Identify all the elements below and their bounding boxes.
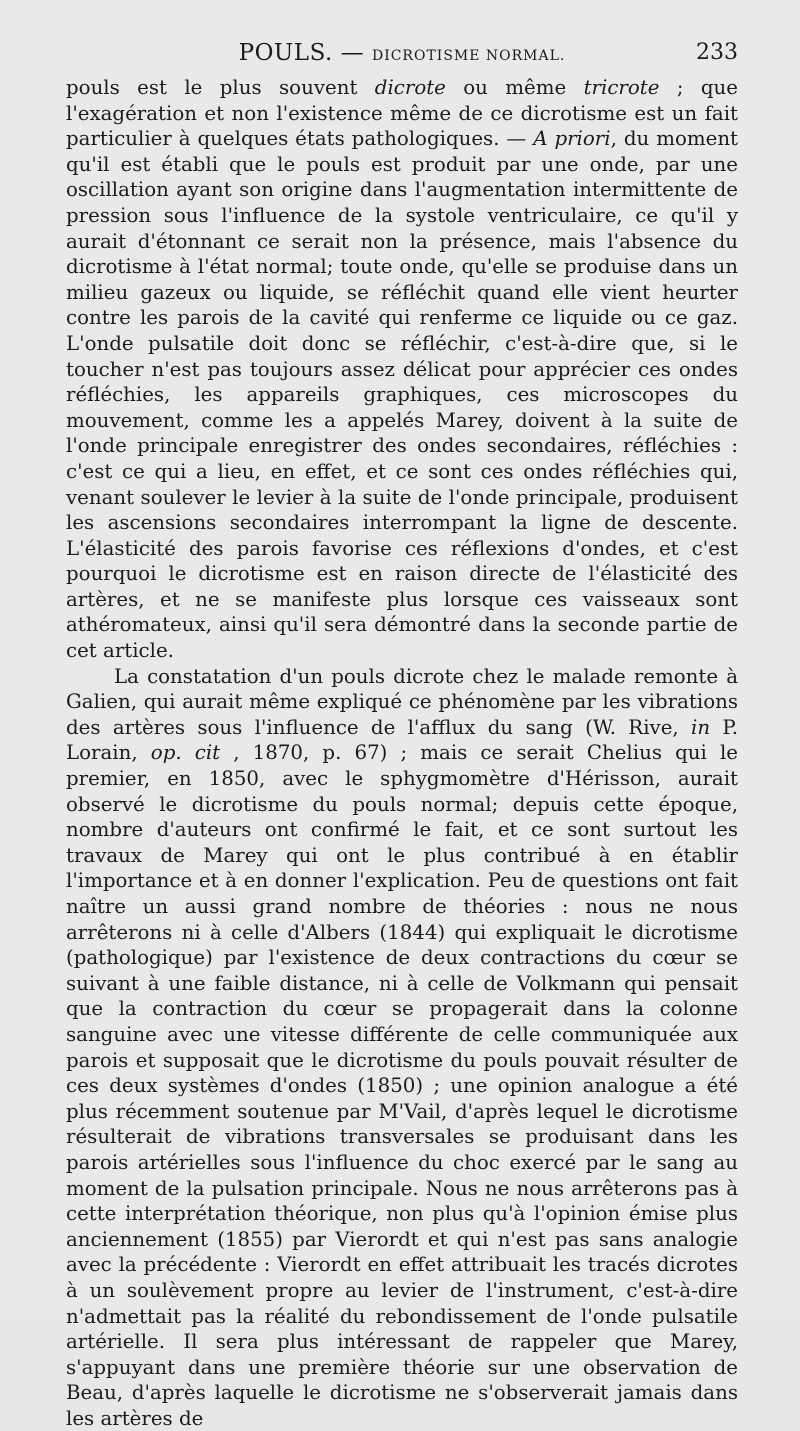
text-run: pouls est le plus souvent	[66, 76, 375, 99]
body-text	[66, 75, 738, 1431]
running-title-dash: —	[332, 40, 372, 66]
text-run: , 1870, p. 67) ; mais ce serait Chelius qui le premier, en 1850, avec le sphygmomètre d'Hérisson, aurait observé le dicrotisme du pouls normal; depuis cette époque, nombre d'auteurs ont confirmé le fait, et ce sont surtout les travaux de Marey qui ont le plus contribué à en établir l'importance et à en donner l'explication. Peu de questions ont fait naître un aussi grand nombre de théories : nous ne nous arrêterons ni à celle d'Albers (1844) qui expliquait le dicrotisme (pathologique) par l'existence de deux contractions du cœur se suivant à une faible distance, ni à celle de Volkmann qui pensait que la contraction du cœur se propagerait dans la colonne sanguine avec une vitesse différente de celle communiquée aux parois et supposait que le dicrotisme du pouls pouvait résulter de ces deux systèmes d'ondes (1850) ; une opinion analogue a été plus récemment soutenue par M'Vail, d'après lequel le dicrotisme résulterait de vibrations transversales se produisant dans les parois artérielles sous l'influence du choc exercé par le sang au moment de la pulsation principale. Nous ne nous arrêterons pas à cette interprétation théorique, non plus qu'à l'opinion émise plus anciennement (1855) par Vierordt et qui n'est pas sans analogie avec la précédente : Vierordt en effet attribuait les tracés dicrotes à un soulèvement propre au levier de l'instrument, c'est-à-dire n'admettait pas la réalité du rebondissement de l'onde pulsatile artérielle. Il sera plus intéressant de rappeler que Marey, s'appuyant dans une première théorie sur une observation de Beau, d'après laquelle le dicrotisme ne s'observerait jamais dans les artères de	[66, 741, 738, 1430]
page-number: 233	[696, 40, 738, 65]
italic-run: A priori	[533, 127, 611, 151]
italic-run: op. cit	[150, 741, 221, 765]
running-title-main: POULS.	[238, 40, 333, 66]
paragraph-1	[66, 75, 738, 664]
text-run: ou même	[445, 76, 584, 99]
text-run: , du moment qu'il est établi que le pouls est produit par une onde, par une oscillation ayant son origine dans l'augmentation intermittente de pression sous l'influence de la systole ventriculaire, ce qu'il y aurait d'étonnant ce serait non la présence, mais l'absence du dicrotisme à l'état normal; toute onde, qu'elle se produise dans un milieu gazeux ou liquide, se réfléchit quand elle vient heurter contre les parois de la cavité qui renferme ce liquide ou ce gaz. L'onde pulsatile doit donc se réfléchir, c'est-à-dire que, si le toucher n'est pas toujours assez délicat pour apprécier ces ondes réfléchies, les appareils graphiques, ces microscopes du mouvement, comme les a appelés Marey, doivent à la suite de l'onde principale enregistrer des ondes secondaires, réfléchies : c'est ce qui a lieu, en effet, et ce sont ces ondes réfléchies qui, venant soulever le levier à la suite de l'onde principale, produisent les ascensions secondaires interrompant la ligne de descente. L'élasticité des parois favorise ces réflexions d'ondes, et c'est pourquoi le dicrotisme est en raison directe de l'élasticité des artères, et ne se manifeste plus lorsque ces vaisseaux sont athéromateux, ainsi qu'il sera démontré dans la seconde partie de cet article.	[66, 127, 739, 663]
text-run: La constatation d'un pouls dicrote chez le malade remonte à Galien, qui aurait même expliqué ce phénomène par les vibrations des artères sous l'influence de l'afflux du sang (W. Rive,	[66, 664, 738, 739]
text-run: ; que l'exagération et non l'existence même de ce dicrotisme est un fait particulier à quelques états pathologiques. —	[66, 76, 738, 151]
italic-run: dicrote	[374, 76, 446, 99]
running-title	[66, 40, 738, 66]
paragraph-2	[66, 664, 738, 1431]
running-title-section: DICROTISME NORMAL.	[371, 48, 566, 64]
italic-run: in	[691, 715, 711, 739]
text-run: P. Lorain,	[66, 715, 738, 765]
page-header	[66, 34, 738, 74]
italic-run: tricrote	[583, 76, 660, 99]
